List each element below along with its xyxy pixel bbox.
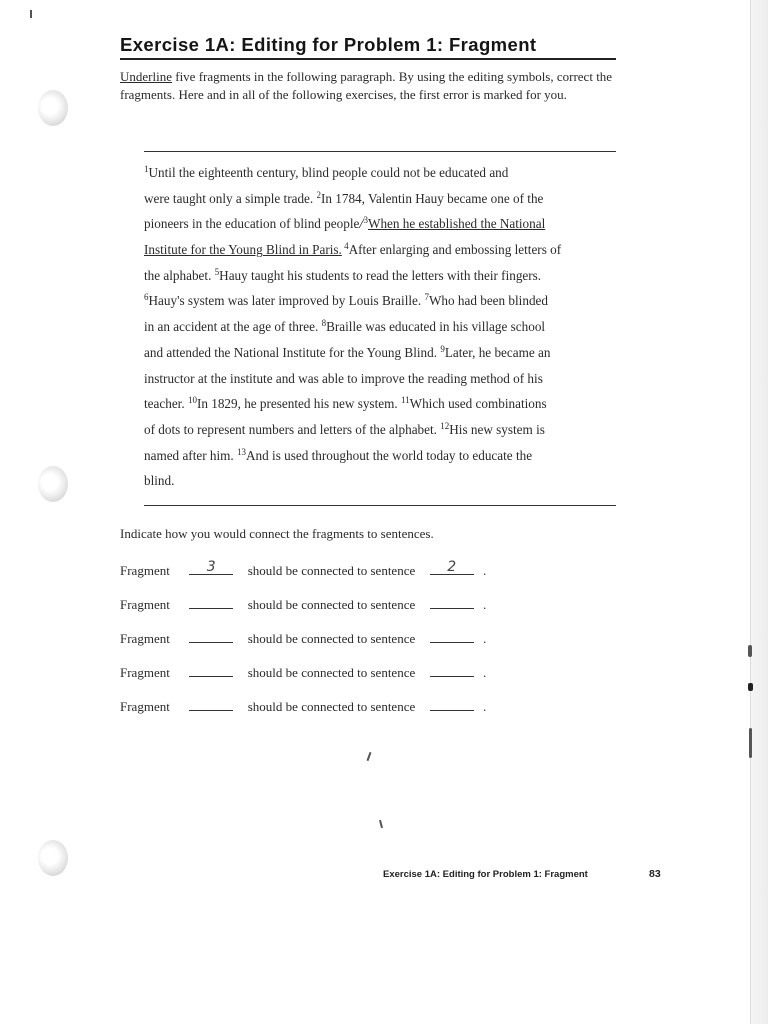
sentence-text: In 1784, Valentin Hauy became one of the <box>320 190 544 206</box>
sentence-number-field[interactable] <box>430 698 474 711</box>
paragraph-line <box>144 160 622 186</box>
sentence-text: Braille was educated in his village school <box>326 319 546 335</box>
sentence-text: His new system is <box>449 421 545 437</box>
sentence-text: teacher. <box>144 396 188 412</box>
underlined-fragment: Institute for the Young Blind in Paris. <box>144 242 342 258</box>
fragment-row <box>120 698 486 715</box>
paragraph-line <box>144 443 622 469</box>
sentence-number: 1 <box>144 164 149 174</box>
page-number: 83 <box>649 868 661 880</box>
paragraph-line <box>144 314 622 340</box>
sentence-text: and attended the National Institute for the Young Blind. <box>144 344 441 360</box>
sentence-text: pioneers in the education of blind people <box>144 216 360 232</box>
paragraph-line <box>144 366 622 392</box>
sentence-number: 7 <box>424 292 429 303</box>
fragment-number-field[interactable] <box>189 630 233 643</box>
sentence-text: in an accident at the age of three. <box>144 319 322 335</box>
exercise-paragraph <box>144 160 622 494</box>
sentence-number: 9 <box>440 343 445 354</box>
title-underline <box>120 58 616 60</box>
fragment-row <box>120 559 487 579</box>
paragraph-line <box>144 186 622 212</box>
fragment-number-field[interactable] <box>189 664 233 677</box>
sentence-text: the alphabet. <box>144 267 215 283</box>
sentence-text: After enlarging and embossing letters of <box>348 242 562 258</box>
top-rule <box>144 151 616 152</box>
paragraph-line <box>144 288 622 314</box>
handwritten-answer: 3 <box>206 559 216 575</box>
fragment-number-field[interactable] <box>189 596 233 609</box>
footer-title: Exercise 1A: Editing for Problem 1: Fragment <box>383 869 588 880</box>
row-period: . <box>483 563 487 578</box>
sentence-text: Hauy's system was later improved by Louis Braille. <box>148 293 425 309</box>
sentence-text: blind. <box>144 473 175 489</box>
fragment-row <box>120 664 486 681</box>
speck <box>748 683 753 691</box>
speck <box>367 752 372 761</box>
sentence-number: 10 <box>187 395 197 406</box>
sentence-text: of dots to represent numbers and letters of the alphabet. <box>144 421 441 437</box>
sentence-number-field[interactable] <box>430 596 474 609</box>
underline-word: Underline <box>120 69 172 84</box>
speck <box>379 820 383 828</box>
punch-hole <box>38 840 68 876</box>
fragment-row <box>120 596 486 613</box>
fragment-label: Fragment <box>120 699 170 714</box>
bottom-rule <box>144 505 616 506</box>
sentence-number: 2 <box>316 189 321 200</box>
fragment-label: Fragment <box>120 563 170 578</box>
sentence-number: 13 <box>237 446 247 457</box>
fragment-label: Fragment <box>120 597 170 612</box>
sentence-text: Hauy taught his students to read the letters with their fingers. <box>219 267 542 283</box>
fragment-row <box>120 630 486 647</box>
paragraph-line <box>144 263 622 289</box>
connector-text: should be connected to sentence <box>247 699 416 714</box>
fragment-label: Fragment <box>120 631 170 646</box>
handwritten-answer: 2 <box>447 559 457 575</box>
connector-text: should be connected to sentence <box>247 665 416 680</box>
sentence-number-field[interactable] <box>430 559 474 575</box>
fragment-number-field[interactable] <box>189 698 233 711</box>
sentence-text: instructor at the institute and was able to improve the reading method of his <box>144 370 543 386</box>
sentence-number: 5 <box>214 266 220 277</box>
sentence-number: 3 <box>363 215 369 226</box>
paragraph-line <box>144 468 622 494</box>
connector-text: should be connected to sentence <box>247 597 416 612</box>
intro-text: five fragments in the following paragraph. By using the editing symbols, correct the fragments. Here and in all of the following exercises, the first error is marked for you. <box>120 69 613 102</box>
sentence-text: Who had been blinded <box>428 293 548 309</box>
underlined-fragment: When he established the National <box>368 216 546 232</box>
sentence-number-field[interactable] <box>430 630 474 643</box>
sentence-text: named after him. <box>144 447 238 463</box>
sentence-text: Which used combinations <box>409 396 547 412</box>
row-period: . <box>483 665 487 680</box>
row-period: . <box>483 597 487 612</box>
page-title: Exercise 1A: Editing for Problem 1: Fragment <box>120 34 537 55</box>
paragraph-line <box>144 391 622 417</box>
paragraph-line <box>144 417 622 443</box>
row-period: . <box>483 699 487 714</box>
punch-hole <box>38 90 68 126</box>
instructions-intro <box>120 68 620 104</box>
row-period: . <box>483 631 487 646</box>
speck <box>749 728 752 758</box>
connector-text: should be connected to sentence <box>247 563 416 578</box>
punch-hole <box>38 466 68 502</box>
fragment-number-field[interactable] <box>189 559 233 575</box>
paragraph-line <box>144 211 622 237</box>
sentence-text: And is used throughout the world today to educate the <box>246 447 533 463</box>
fragment-label: Fragment <box>120 665 170 680</box>
page-edge <box>750 0 768 1024</box>
speck <box>30 10 32 18</box>
sentence-number: 4 <box>341 241 349 252</box>
sentence-text: Until the eighteenth century, blind people could not be educated and <box>148 165 509 180</box>
sentence-text: In 1829, he presented his new system. <box>196 396 401 412</box>
sentence-number: 11 <box>400 395 410 406</box>
sentence-text: Later, he became an <box>444 344 551 360</box>
sentence-number: 6 <box>144 292 149 303</box>
sentence-number: 8 <box>321 318 327 329</box>
speck <box>748 645 752 657</box>
paragraph-line <box>144 340 622 366</box>
sentence-text: were taught only a simple trade. <box>144 190 317 206</box>
sentence-number: 12 <box>440 420 450 431</box>
sentence-number-field[interactable] <box>430 664 474 677</box>
paragraph-line <box>144 237 622 263</box>
connector-text: should be connected to sentence <box>247 631 416 646</box>
editing-mark: / <box>359 216 364 233</box>
connect-instruction: Indicate how you would connect the fragments to sentences. <box>120 526 434 541</box>
